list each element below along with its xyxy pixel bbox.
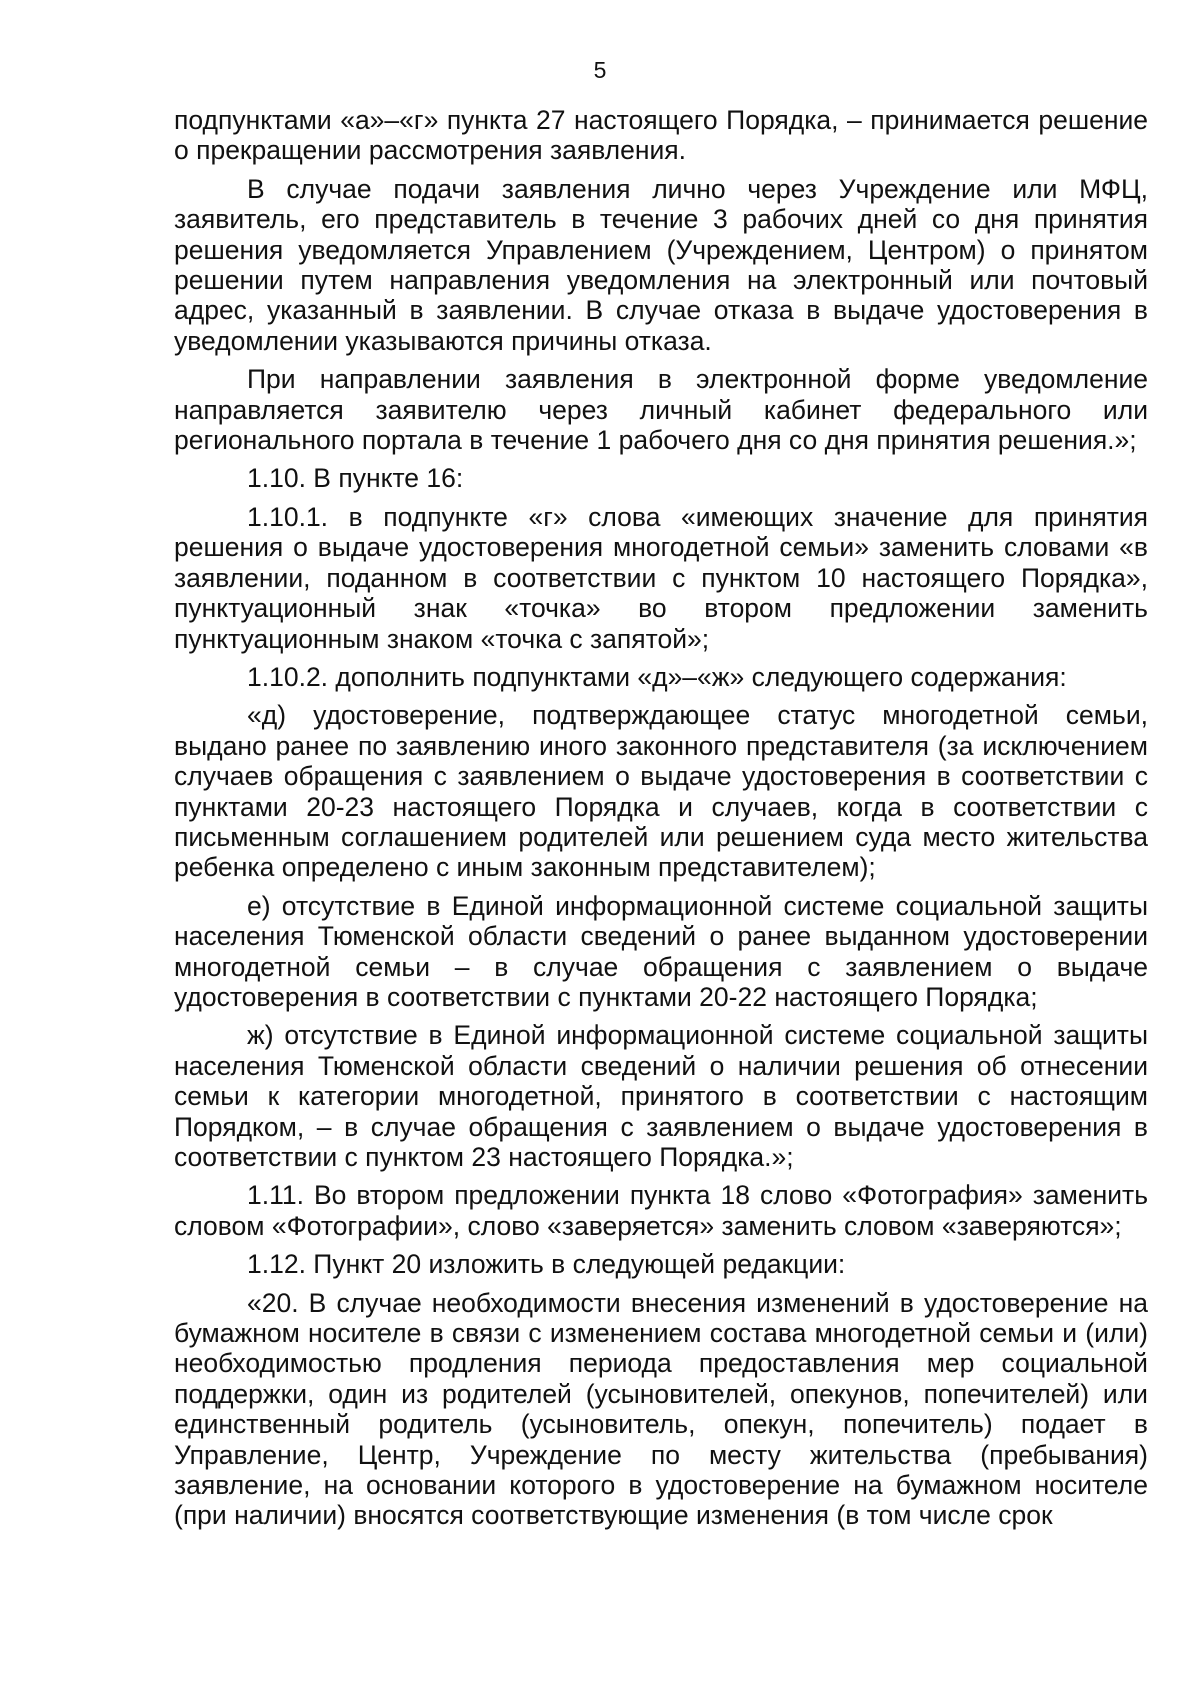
paragraph-notification-in-person: В случае подачи заявления лично через Учреждение или МФЦ, заявитель, его представитель в течение 3 рабочих дней со дня принятия решения уведомляется Управлением (Учреждением, Центром) о принятом решении путем направления уведомления на электронный или почтовый адрес, указанный в заявлении. В случае отказа в выдаче удостоверения в уведомлении указываются причины отказа. [174, 173, 1148, 356]
paragraph-item-1-12: 1.12. Пункт 20 изложить в следующей редакции: [247, 1249, 846, 1280]
paragraph-item-1-10: 1.10. В пункте 16: [247, 463, 464, 494]
paragraph-continuation: подпунктами «а»–«г» пункта 27 настоящего Порядка, – принимается решение о прекращении рассмотрения заявления. [174, 105, 1148, 166]
paragraph-item-1-10-2: 1.10.2. дополнить подпунктами «д»–«ж» следующего содержания: [247, 661, 1067, 692]
paragraph-notification-electronic: При направлении заявления в электронной форме уведомление направляется заявителю через личный кабинет федерального или регионального портала в течение 1 рабочего дня со дня принятия решения.»; [174, 364, 1148, 456]
page-number: 5 [593, 57, 607, 83]
paragraph-subitem-d: «д) удостоверение, подтверждающее статус многодетной семьи, выдано ранее по заявлению иного законного представителя (за исключением случаев обращения с заявлением о выдаче удостоверения в соответствии с пунктами 20-23 настоящего Порядка и случаев, когда в соответствии с письменным соглашением родителей или решением суда место жительства ребенка определено с иным законным представителем); [174, 700, 1148, 883]
paragraph-subitem-zh: ж) отсутствие в Единой информационной системе социальной защиты населения Тюменской области сведений о наличии решения об отнесении семьи к категории многодетной, принятого в соответствии с настоящим Порядком, – в случае обращения с заявлением о выдаче удостоверения в соответствии с пунктом 23 настоящего Порядка.»; [174, 1020, 1148, 1172]
document-body [174, 105, 1148, 1539]
paragraph-subitem-e: е) отсутствие в Единой информационной системе социальной защиты населения Тюменской области сведений о ранее выданном удостоверении многодетной семьи – в случае обращения с заявлением о выдаче удостоверения в соответствии с пунктами 20-22 настоящего Порядка; [174, 890, 1148, 1012]
paragraph-item-1-11: 1.11. Во втором предложении пункта 18 слово «Фотография» заменить словом «Фотографии», слово «заверяется» заменить словом «заверяются»; [174, 1180, 1148, 1241]
paragraph-point-20: «20. В случае необходимости внесения изменений в удостоверение на бумажном носителе в связи с изменением состава многодетной семьи и (или) необходимостью продления периода предоставления мер социальной поддержки, один из родителей (усыновителей, опекунов, попечителей) или единственный родитель (усыновитель, опекун, попечитель) подает в Управление, Центр, Учреждение по месту жительства (пребывания) заявление, на основании которого в удостоверение на бумажном носителе (при наличии) вносятся соответствующие изменения (в том числе срок [174, 1287, 1148, 1531]
paragraph-item-1-10-1: 1.10.1. в подпункте «г» слова «имеющих значение для принятия решения о выдаче удостоверения многодетной семьи» заменить словами «в заявлении, поданном в соответствии с пунктом 10 настоящего Порядка», пунктуационный знак «точка» во втором предложении заменить пунктуационным знаком «точка с запятой»; [174, 501, 1148, 654]
